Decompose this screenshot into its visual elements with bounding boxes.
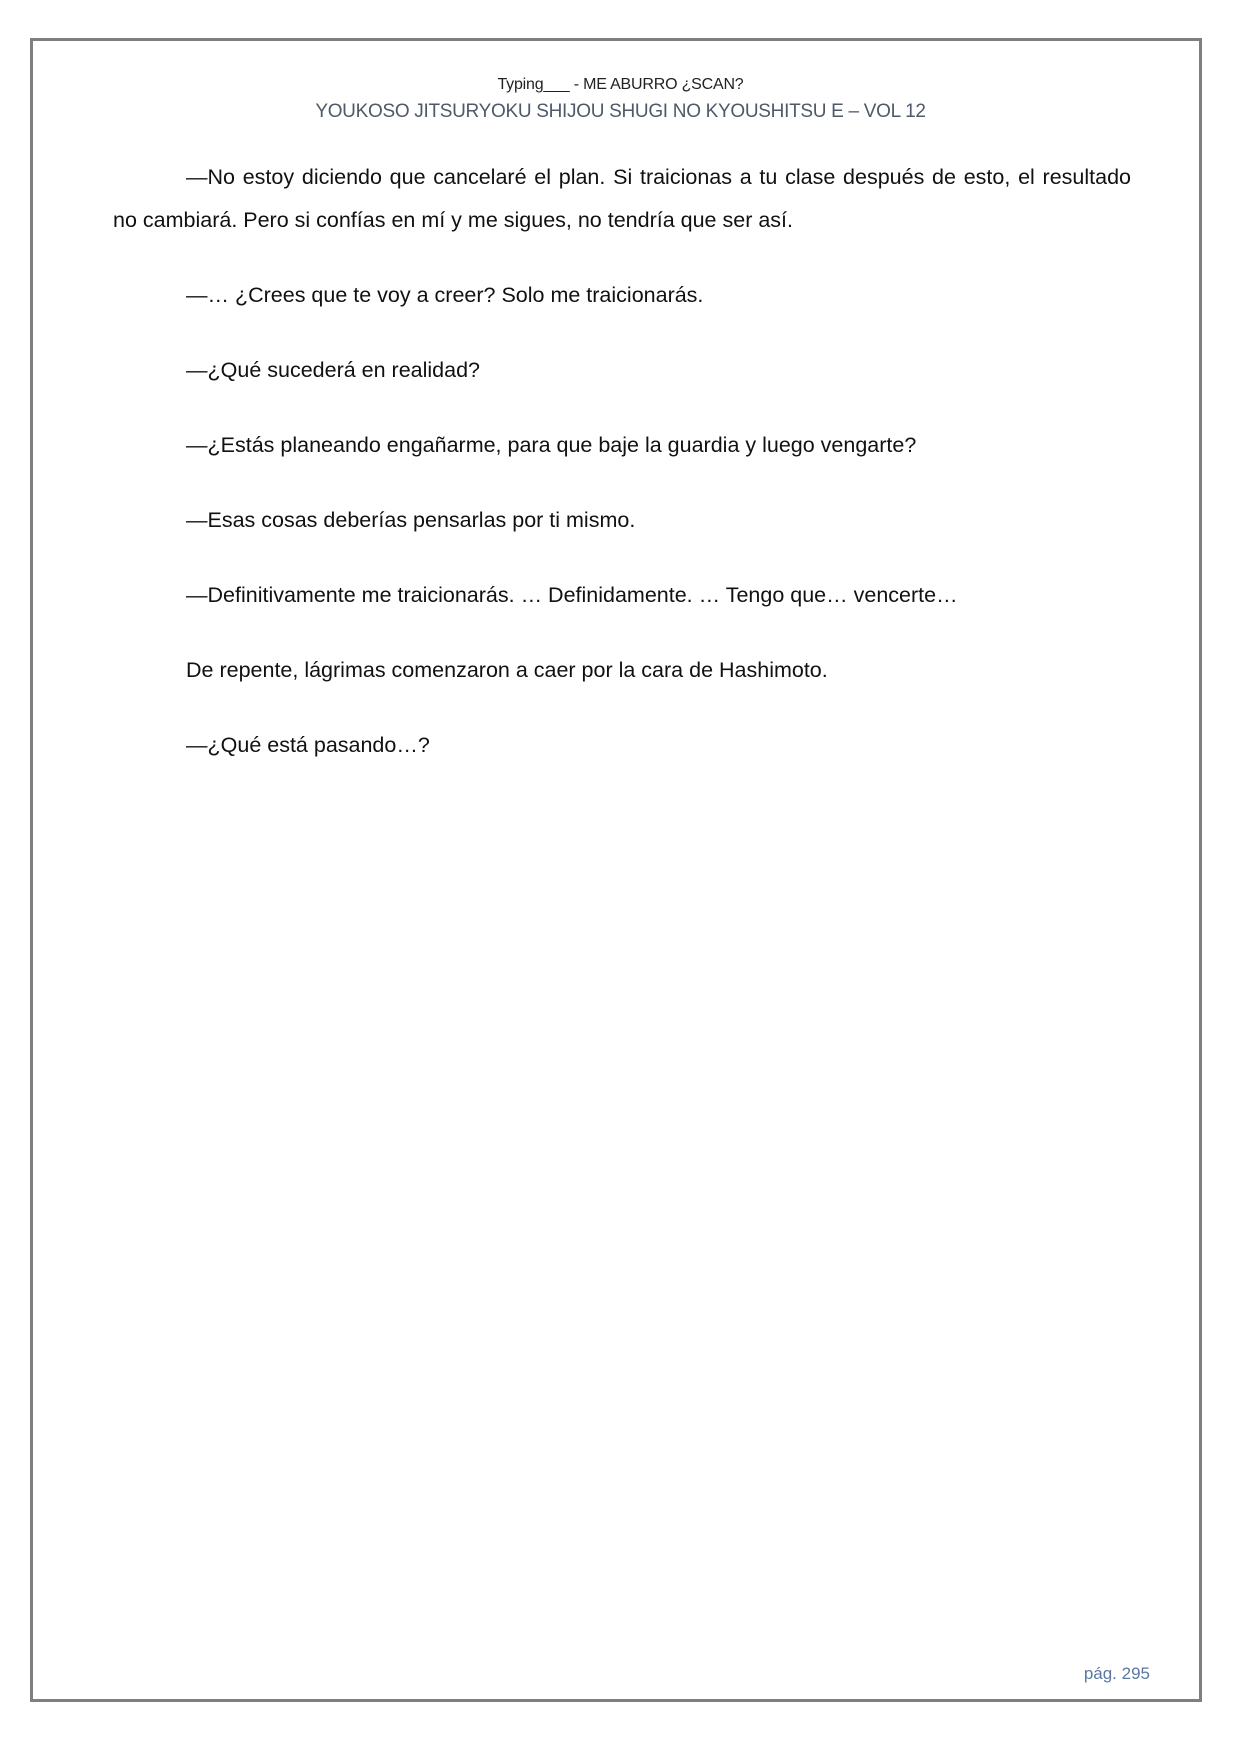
paragraph: —No estoy diciendo que cancelaré el plan. Si traicionas a tu clase después de esto, el resultado no cambiará. Pero si confías en mí y me sigues, no tendría que ser así. bbox=[113, 165, 1131, 232]
header-book-title: YOUKOSO JITSURYOKU SHIJOU SHUGI NO KYOUSHITSU E – VOL 12 bbox=[315, 101, 926, 122]
paragraph: —¿Estás planeando engañarme, para que baje la guardia y luego vengarte? bbox=[186, 433, 917, 457]
paragraph: —Definitivamente me traicionarás. … Definidamente. … Tengo que… vencerte… bbox=[186, 583, 958, 607]
page-number: pág. 295 bbox=[1083, 1664, 1150, 1683]
document-body bbox=[113, 156, 1131, 799]
paragraph: —¿Qué está pasando…? bbox=[186, 733, 430, 757]
paragraph: —… ¿Crees que te voy a creer? Solo me traicionarás. bbox=[186, 283, 704, 307]
paragraph: —¿Qué sucederá en realidad? bbox=[186, 358, 481, 382]
header-credit: Typing___ - ME ABURRO ¿SCAN? bbox=[497, 76, 744, 93]
paragraph: —Esas cosas deberías pensarlas por ti mismo. bbox=[186, 508, 636, 532]
paragraph: De repente, lágrimas comenzaron a caer por la cara de Hashimoto. bbox=[186, 658, 828, 682]
